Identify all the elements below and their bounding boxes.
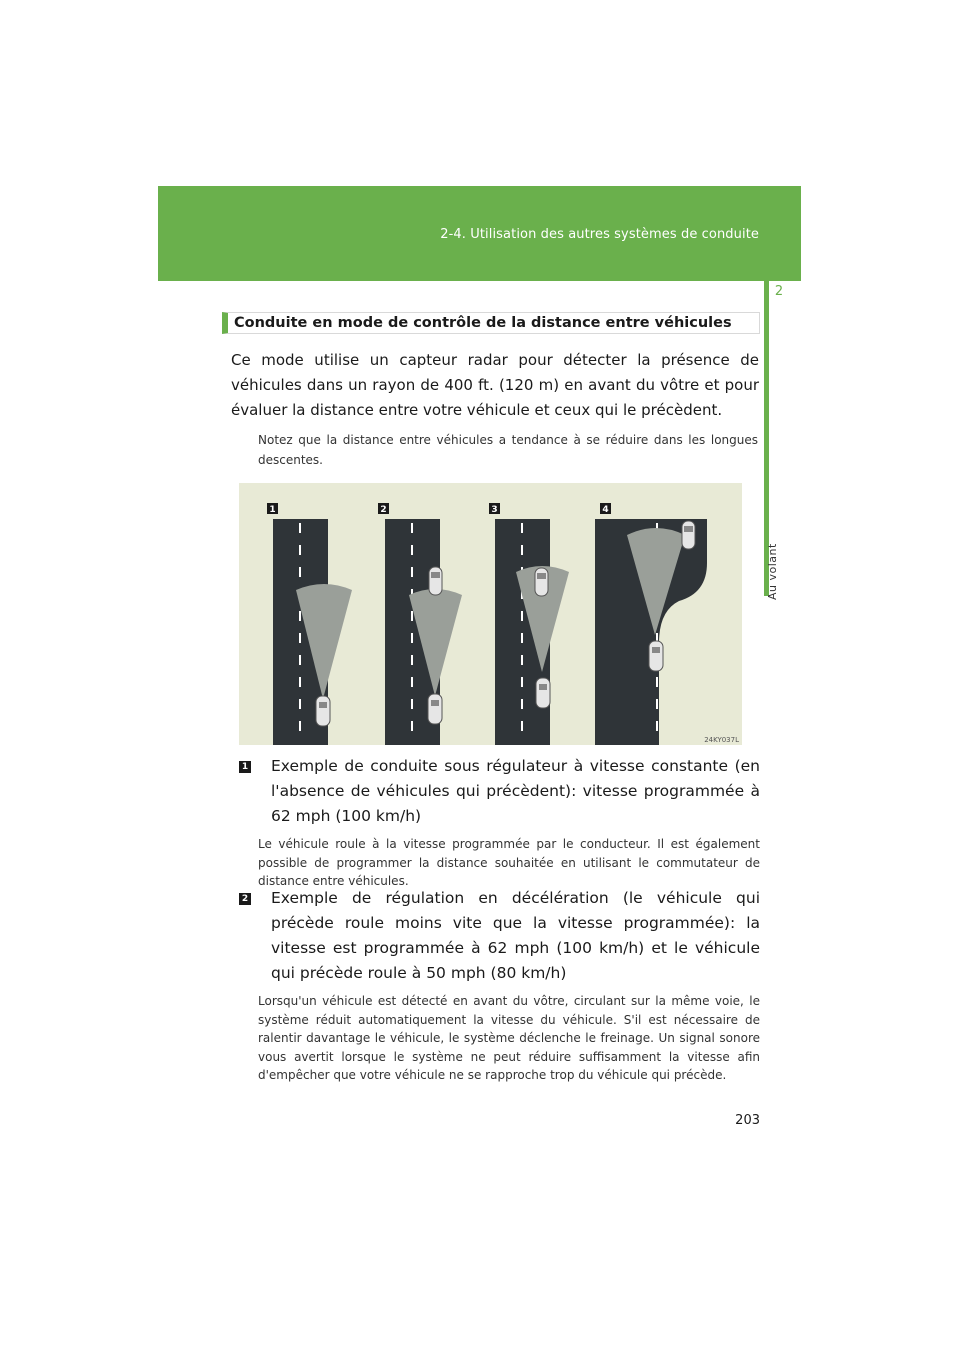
list-item [239, 886, 760, 1085]
item-title: Exemple de conduite sous régulateur à vitesse constante (en l'absence de véhicules qui précèdent): vitesse programmée à 62 mph (100 km/h) [271, 757, 760, 825]
header-band [158, 186, 801, 281]
panel-label-1: 1 [269, 505, 276, 515]
chapter-number: 2 [774, 284, 784, 299]
panel-3 [489, 503, 569, 745]
section-title: Conduite en mode de contrôle de la distance entre véhicules [222, 312, 760, 334]
lead-car-4 [682, 521, 695, 549]
panel-label-4: 4 [602, 505, 609, 515]
chapter-label: Au volant [766, 543, 779, 600]
figure-code: 24KY037L [704, 736, 739, 744]
page-number: 203 [735, 1113, 760, 1128]
own-car-1 [316, 696, 330, 726]
item-body: Le véhicule roule à la vitesse programmée par le conducteur. Il est également possible de programmer la distance souhaitée en utilisant le commutateur de distance entre véhicules. [258, 837, 760, 888]
lead-car-3 [535, 568, 548, 596]
radar-diagram [239, 483, 742, 745]
radar-illustration [239, 483, 742, 745]
item-body: Lorsqu'un véhicule est détecté en avant du vôtre, circulant sur la même voie, le système réduit automatiquement la vitesse du véhicule. S'il est nécessaire de ralentir davantage le véhicule, le système déclenche le freinage. Un signal sonore vous avertit lorsque le système ne peut réduire suffisamment la vitesse afin d'empêcher que votre véhicule ne se rapproche trop du véhicule qui précède. [258, 994, 760, 1082]
intro-paragraph: Ce mode utilise un capteur radar pour détecter la présence de véhicules dans un rayon de 400 ft. (120 m) en avant du vôtre et pour évaluer la distance entre votre véhicule et ceux qui le précèdent. [231, 351, 759, 419]
panel-2 [378, 503, 462, 745]
panel-1 [267, 503, 352, 745]
item-badge: 1 [239, 761, 251, 773]
panel-label-2: 2 [380, 505, 387, 515]
lead-car-2 [429, 567, 442, 595]
panel-label-3: 3 [491, 505, 498, 515]
own-car-3 [536, 678, 550, 708]
section-path: 2-4. Utilisation des autres systèmes de conduite [440, 227, 759, 242]
item-badge: 2 [239, 893, 251, 905]
own-car-2 [428, 694, 442, 724]
own-car-4 [649, 641, 663, 671]
item-title: Exemple de régulation en décélération (le véhicule qui précède roule moins vite que la vitesse programmée): la vitesse est programmée à 62 mph (100 km/h) et le véhicule qui précède roule à 50 mph (80 km/h) [271, 889, 760, 982]
list-item [239, 754, 760, 891]
note-paragraph: Notez que la distance entre véhicules a tendance à se réduire dans les longues descentes. [258, 433, 758, 467]
panel-4 [595, 503, 707, 745]
